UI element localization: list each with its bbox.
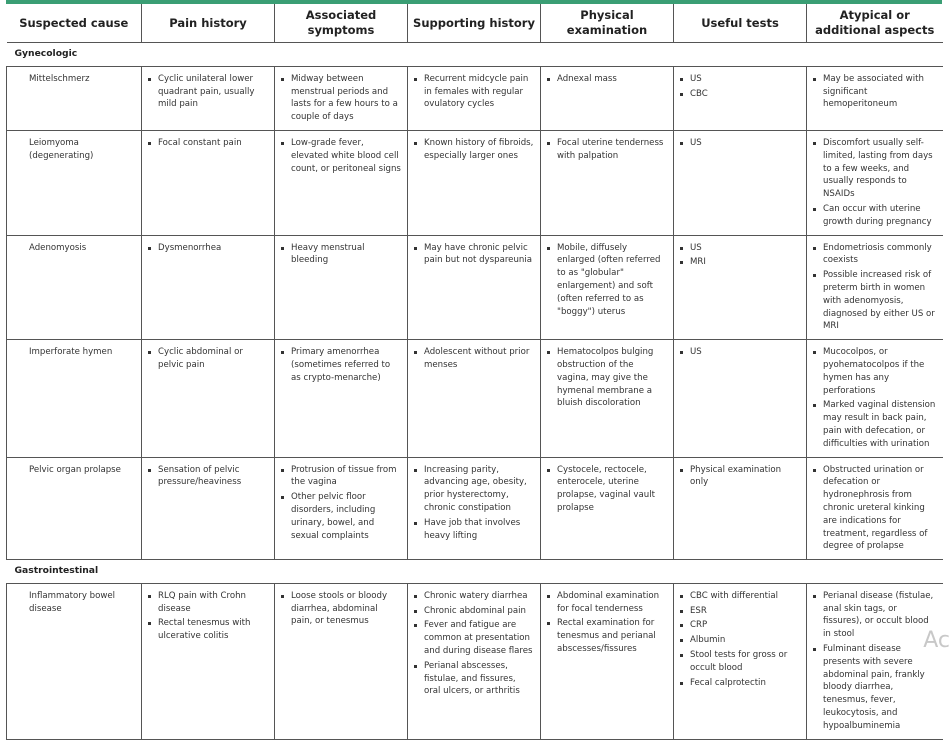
atypical-cell <box>807 130 943 235</box>
list-item <box>680 464 800 490</box>
history-cell <box>408 66 541 130</box>
bullet-icon <box>281 78 284 81</box>
list-item <box>813 269 937 333</box>
history-cell <box>408 130 541 235</box>
pain-cell <box>142 457 275 560</box>
list-item-text: Perianal abscesses, fistulae, and fissures, oral ulcers, or arthritis <box>424 660 520 697</box>
column-header: Supporting history <box>408 4 541 43</box>
section-title: Gynecologic <box>7 43 943 67</box>
bullet-icon <box>414 595 417 598</box>
list-item <box>148 73 268 111</box>
column-header: Pain history <box>142 4 275 43</box>
list-item-text: Rectal examination for tenesmus and perianal abscesses/fissures <box>557 618 656 655</box>
column-header: Useful tests <box>674 4 807 43</box>
list-item <box>148 617 268 643</box>
bullet-icon <box>281 142 284 145</box>
bullet-icon <box>414 78 417 81</box>
column-header: Suspected cause <box>7 4 142 43</box>
list-item-text: Obstructed urination or defecation or hydronephrosis from chronic ureteral kinking are indications for treatment, regardless of degree of prolapse <box>823 464 928 552</box>
list-item-text: Albumin <box>690 635 726 646</box>
tests-cell <box>674 235 807 340</box>
bullet-icon <box>281 351 284 354</box>
bullet-icon <box>547 469 550 472</box>
list-item <box>680 346 800 359</box>
list-item <box>414 242 534 268</box>
list-item-text: Stool tests for gross or occult blood <box>690 650 788 673</box>
list-item <box>813 346 937 397</box>
bullet-icon <box>547 622 550 625</box>
symptoms-cell <box>275 130 408 235</box>
list-item <box>281 590 401 628</box>
table-row <box>7 130 943 235</box>
list-item-text: Sensation of pelvic pressure/heaviness <box>158 464 242 488</box>
list-item-text: Known history of fibroids, especially larger ones <box>424 137 534 161</box>
history-cell <box>408 457 541 560</box>
list-item-text: Mobile, diffusely enlarged (often referred to as "globular" enlargement) and soft (often referred to as "boggy") uterus <box>557 242 661 317</box>
atypical-cell <box>807 340 943 457</box>
list-item-text: Midway between menstrual periods and lasts for a few hours to a couple of days <box>291 73 398 123</box>
list-item <box>281 464 401 490</box>
list-item-text: US <box>690 73 702 84</box>
list-item <box>813 137 937 201</box>
history-cell <box>408 340 541 457</box>
tests-cell <box>674 457 807 560</box>
bullet-icon <box>281 247 284 250</box>
list-item-text: US <box>690 347 702 358</box>
watermark-text: Ac <box>923 628 950 653</box>
list-item-text: Mucocolpos, or pyohematocolpos if the hymen has any perforations <box>823 347 925 396</box>
list-item-text: May have chronic pelvic pain but not dyspareunia <box>424 242 533 266</box>
list-item-text: Dysmenorrhea <box>158 242 222 253</box>
list-item <box>680 88 800 101</box>
list-item-text: Perianal disease (fistulae, anal skin tags, or fissures), or occult blood in stool <box>823 590 934 640</box>
list-item <box>813 643 937 733</box>
list-item <box>813 464 937 554</box>
tests-cell <box>674 130 807 235</box>
list-item-text: CBC with differential <box>690 590 778 601</box>
list-item-text: Adnexal mass <box>557 73 617 84</box>
pain-cell <box>142 583 275 739</box>
list-item <box>281 346 401 384</box>
bullet-icon <box>547 142 550 145</box>
list-item-text: May be associated with significant hemoperitoneum <box>823 73 924 110</box>
list-item-text: CRP <box>690 620 708 631</box>
list-item <box>547 464 667 515</box>
column-header: Associated symptoms <box>275 4 408 43</box>
list-item-text: Loose stools or bloody diarrhea, abdominal pain, or tenesmus <box>291 590 388 627</box>
list-item-text: Fever and fatigue are common at presentation and during disease flares <box>424 620 533 657</box>
list-item-text: US <box>690 242 702 253</box>
list-item <box>414 73 534 111</box>
bullet-icon <box>813 648 816 651</box>
list-item-text: Can occur with uterine growth during pregnancy <box>823 203 932 227</box>
exam-cell <box>541 583 674 739</box>
list-item-text: Increasing parity, advancing age, obesity, prior hysterectomy, chronic constipation <box>424 464 527 513</box>
list-item <box>547 137 667 163</box>
list-item <box>414 605 534 618</box>
list-item <box>547 73 667 86</box>
list-item <box>547 346 667 410</box>
bullet-icon <box>148 622 151 625</box>
bullet-icon <box>680 261 683 264</box>
atypical-cell <box>807 457 943 560</box>
bullet-icon <box>148 469 151 472</box>
symptoms-cell <box>275 66 408 130</box>
pain-cell <box>142 130 275 235</box>
bullet-icon <box>680 654 683 657</box>
exam-cell <box>541 130 674 235</box>
list-item-text: US <box>690 137 702 148</box>
cause-cell: Adenomyosis <box>7 235 142 340</box>
list-item <box>680 256 800 269</box>
list-item-text: Abdominal examination for focal tenderness <box>557 590 660 614</box>
bullet-icon <box>813 142 816 145</box>
list-item <box>547 242 667 319</box>
list-item <box>547 617 667 655</box>
exam-cell <box>541 66 674 130</box>
atypical-cell <box>807 235 943 340</box>
list-item-text: CBC <box>690 88 708 99</box>
bullet-icon <box>813 595 816 598</box>
list-item-text: Cyclic unilateral lower quadrant pain, usually mild pain <box>158 73 255 110</box>
bullet-icon <box>547 78 550 81</box>
bullet-icon <box>813 247 816 250</box>
list-item <box>281 137 401 175</box>
bullet-icon <box>547 595 550 598</box>
list-item <box>680 619 800 632</box>
list-item <box>148 590 268 616</box>
bullet-icon <box>680 624 683 627</box>
bullet-icon <box>680 682 683 685</box>
list-item <box>414 660 534 698</box>
list-item-text: Hematocolpos bulging obstruction of the vagina, may give the hymenal membrane a bluish discoloration <box>557 347 654 409</box>
list-item <box>281 73 401 124</box>
bullet-icon <box>813 208 816 211</box>
bullet-icon <box>680 639 683 642</box>
atypical-cell <box>807 66 943 130</box>
section-row <box>7 43 943 67</box>
header-row <box>7 4 943 43</box>
list-item <box>813 242 937 268</box>
bullet-icon <box>813 404 816 407</box>
cause-cell: Pelvic organ prolapse <box>7 457 142 560</box>
differential-diagnosis-table <box>6 4 943 740</box>
column-header: Atypical or additional aspects <box>807 4 943 43</box>
list-item <box>813 203 937 229</box>
bullet-icon <box>680 247 683 250</box>
bullet-icon <box>680 78 683 81</box>
list-item-text: RLQ pain with Crohn disease <box>158 590 247 614</box>
list-item-text: Primary amenorrhea (sometimes referred to as crypto-menarche) <box>291 347 391 383</box>
list-item-text: Chronic watery diarrhea <box>424 590 528 601</box>
table-row <box>7 66 943 130</box>
list-item <box>148 464 268 490</box>
symptoms-cell <box>275 457 408 560</box>
list-item <box>547 590 667 616</box>
list-item <box>148 137 268 150</box>
pain-cell <box>142 66 275 130</box>
bullet-icon <box>414 247 417 250</box>
bullet-icon <box>680 595 683 598</box>
list-item <box>414 590 534 603</box>
list-item-text: ESR <box>690 605 707 616</box>
bullet-icon <box>148 595 151 598</box>
history-cell <box>408 235 541 340</box>
list-item-text: Marked vaginal distension may result in back pain, pain with defecation, or difficulties with urination <box>823 400 936 449</box>
list-item <box>813 73 937 111</box>
list-item <box>680 590 800 603</box>
cause-cell: Imperforate hymen <box>7 340 142 457</box>
symptoms-cell <box>275 235 408 340</box>
list-item-text: Fecal calprotectin <box>690 677 766 688</box>
bullet-icon <box>680 469 683 472</box>
list-item-text: Recurrent midcycle pain in females with regular ovulatory cycles <box>424 73 529 110</box>
bullet-icon <box>813 351 816 354</box>
bullet-icon <box>680 610 683 613</box>
list-item-text: Focal uterine tenderness with palpation <box>557 137 664 161</box>
list-item <box>813 399 937 450</box>
list-item <box>281 491 401 542</box>
pain-cell <box>142 340 275 457</box>
symptoms-cell <box>275 340 408 457</box>
list-item-text: Rectal tenesmus with ulcerative colitis <box>158 618 251 642</box>
bullet-icon <box>813 469 816 472</box>
list-item <box>281 242 401 268</box>
list-item-text: Endometriosis commonly coexists <box>823 242 932 266</box>
exam-cell <box>541 235 674 340</box>
list-item-text: Heavy menstrual bleeding <box>291 242 365 266</box>
table-row <box>7 340 943 457</box>
exam-cell <box>541 340 674 457</box>
bullet-icon <box>414 142 417 145</box>
bullet-icon <box>813 78 816 81</box>
bullet-icon <box>281 469 284 472</box>
table-body <box>7 43 943 740</box>
bullet-icon <box>680 142 683 145</box>
bullet-icon <box>414 522 417 525</box>
bullet-icon <box>281 595 284 598</box>
bullet-icon <box>414 610 417 613</box>
list-item <box>414 464 534 515</box>
list-item <box>414 137 534 163</box>
table-row <box>7 583 943 739</box>
bullet-icon <box>148 78 151 81</box>
list-item-text: Discomfort usually self-limited, lasting from days to a few weeks, and usually responds to NSAIDs <box>823 137 933 200</box>
list-item <box>414 517 534 543</box>
cause-cell: Leiomyoma (degenerating) <box>7 130 142 235</box>
cause-cell: Inflammatory bowel disease <box>7 583 142 739</box>
history-cell <box>408 583 541 739</box>
symptoms-cell <box>275 583 408 739</box>
list-item <box>680 649 800 675</box>
bullet-icon <box>414 469 417 472</box>
list-item-text: Physical examination only <box>690 464 782 488</box>
bullet-icon <box>281 496 284 499</box>
bullet-icon <box>414 351 417 354</box>
atypical-cell <box>807 583 943 739</box>
list-item <box>148 346 268 372</box>
list-item <box>680 137 800 150</box>
bullet-icon <box>680 351 683 354</box>
exam-cell <box>541 457 674 560</box>
tests-cell <box>674 66 807 130</box>
list-item-text: Adolescent without prior menses <box>424 347 530 370</box>
column-header: Physical examination <box>541 4 674 43</box>
list-item <box>680 634 800 647</box>
pain-cell <box>142 235 275 340</box>
list-item-text: Chronic abdominal pain <box>424 605 526 616</box>
list-item-text: Protrusion of tissue from the vagina <box>291 464 397 488</box>
bullet-icon <box>414 665 417 668</box>
list-item-text: Possible increased risk of preterm birth in women with adenomyosis, diagnosed by either US or MRI <box>823 270 935 332</box>
list-item <box>680 73 800 86</box>
list-item-text: Low-grade fever, elevated white blood cell count, or peritoneal signs <box>291 137 401 174</box>
bullet-icon <box>148 351 151 354</box>
list-item-text: Focal constant pain <box>158 137 242 148</box>
cause-cell: Mittelschmerz <box>7 66 142 130</box>
table-row <box>7 235 943 340</box>
table-row <box>7 457 943 560</box>
bullet-icon <box>813 274 816 277</box>
bullet-icon <box>547 247 550 250</box>
list-item <box>414 346 534 372</box>
list-item <box>813 590 937 641</box>
list-item-text: Cyclic abdominal or pelvic pain <box>158 347 243 370</box>
section-title: Gastrointestinal <box>7 560 943 584</box>
bullet-icon <box>414 624 417 627</box>
bullet-icon <box>148 247 151 250</box>
list-item-text: Have job that involves heavy lifting <box>424 517 521 541</box>
list-item-text: MRI <box>690 257 706 268</box>
list-item <box>680 677 800 690</box>
list-item <box>680 242 800 255</box>
list-item <box>414 619 534 657</box>
list-item-text: Fulminant disease presents with severe abdominal pain, frankly bloody diarrhea, tenesmus, fever, leukocytosis, and hypoalbuminemia <box>823 644 925 731</box>
bullet-icon <box>547 351 550 354</box>
section-row <box>7 560 943 584</box>
bullet-icon <box>680 93 683 96</box>
list-item <box>148 242 268 255</box>
list-item <box>680 605 800 618</box>
bullet-icon <box>148 142 151 145</box>
tests-cell <box>674 340 807 457</box>
tests-cell <box>674 583 807 739</box>
list-item-text: Other pelvic floor disorders, including urinary, bowel, and sexual complaints <box>291 492 376 541</box>
list-item-text: Cystocele, rectocele, enterocele, uterine prolapse, vaginal vault prolapse <box>557 464 655 513</box>
